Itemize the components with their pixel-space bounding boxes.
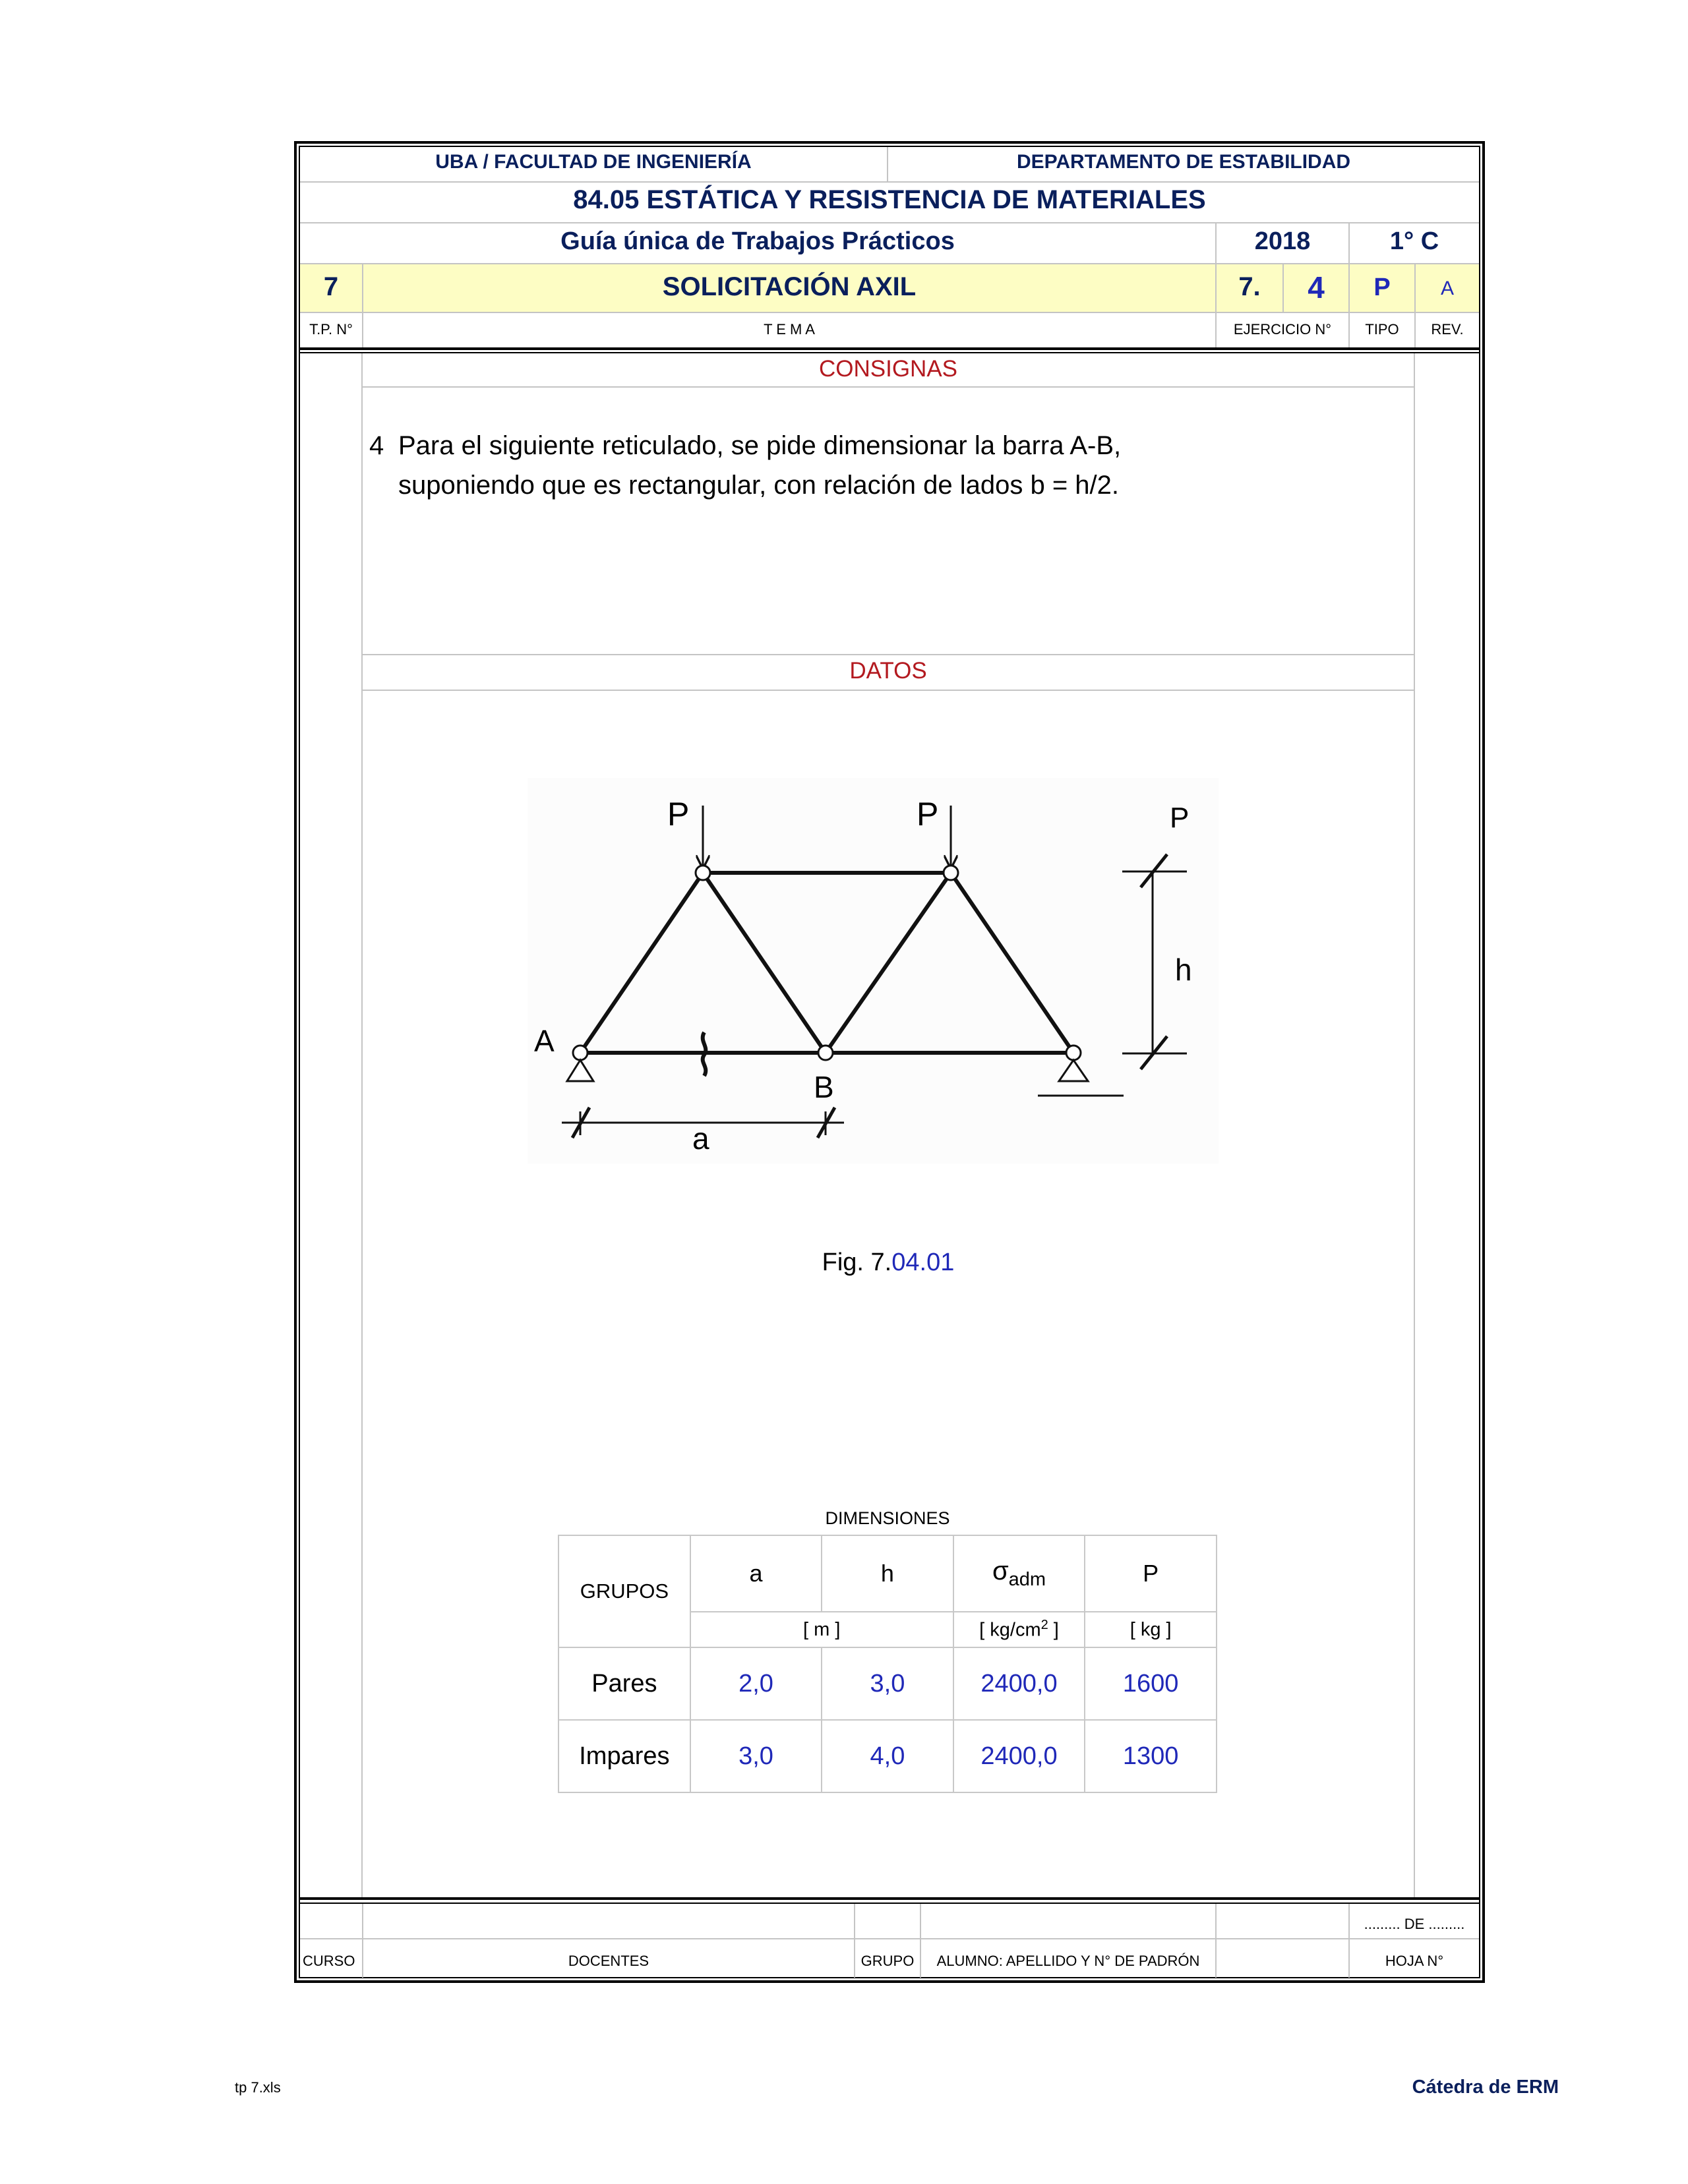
label-rev: REV. <box>1431 321 1464 338</box>
term: 1° C <box>1389 227 1439 255</box>
dimensiones-table <box>558 1535 1217 1793</box>
label-hoja: HOJA N° <box>1385 1953 1444 1969</box>
row-h: 4,0 <box>822 1720 953 1792</box>
table-row <box>558 1647 1217 1720</box>
label-ejercicio: EJERCICIO N° <box>1233 321 1332 338</box>
col-h: h <box>822 1535 953 1612</box>
label-node-a: A <box>534 1024 555 1058</box>
consignas-title: CONSIGNAS <box>818 356 958 382</box>
statement-line-1: Para el siguiente reticulado, se pide dimensionar la barra A-B, <box>398 431 1122 460</box>
node-top-left <box>696 866 710 880</box>
exercise-prefix: 7. <box>1238 272 1261 301</box>
label-grupo: GRUPO <box>860 1953 915 1969</box>
label-h: h <box>1175 953 1192 987</box>
footer-block <box>300 1904 1479 1978</box>
file-name: tp 7.xls <box>235 2079 281 2096</box>
row-a: 3,0 <box>690 1720 822 1792</box>
unit-kgcm: [ $kg/cm^2$ ] <box>953 1612 1085 1647</box>
node-b <box>818 1046 833 1060</box>
department-label: DEPARTAMENTO DE ESTABILIDAD <box>1016 151 1351 173</box>
row-h: 3,0 <box>822 1647 953 1720</box>
row-sigma: 2400,0 <box>953 1647 1085 1720</box>
topic-title: SOLICITACIÓN AXIL <box>662 272 917 301</box>
tp-number: 7 <box>323 272 339 301</box>
unit-m: [ m ] <box>690 1612 953 1647</box>
year: 2018 <box>1254 227 1311 255</box>
table-row <box>558 1720 1217 1792</box>
exercise-type: P <box>1373 274 1391 301</box>
col-p: P <box>1085 1535 1217 1612</box>
row-a: 2,0 <box>690 1647 822 1720</box>
node-right <box>1066 1046 1081 1060</box>
label-tema: T E M A <box>764 321 815 338</box>
guide-title: Guía única de Trabajos Prácticos <box>560 227 955 255</box>
caption-prefix: Fig. 7. <box>822 1249 892 1276</box>
row-p: 1300 <box>1085 1720 1217 1792</box>
university-label: UBA / FACULTAD DE INGENIERÍA <box>435 151 752 173</box>
exercise-number: 4 <box>1308 270 1325 305</box>
row-grupo: Impares <box>558 1720 690 1792</box>
page-of-field[interactable]: ......... DE ......... <box>1364 1916 1465 1932</box>
row-p: 1600 <box>1085 1647 1217 1720</box>
catedra-label: Cátedra de ERM <box>1412 2077 1559 2098</box>
label-tp: T.P. N° <box>309 321 353 338</box>
label-node-b: B <box>814 1070 834 1104</box>
col-a: a <box>690 1535 822 1612</box>
figure-caption <box>363 1249 1414 1277</box>
statement-number: 4 <box>369 431 384 460</box>
revision: A <box>1440 278 1454 299</box>
node-a <box>573 1046 588 1060</box>
row-grupo: Pares <box>558 1647 690 1720</box>
label-curso: CURSO <box>303 1953 355 1969</box>
course-title: 84.05 ESTÁTICA Y RESISTENCIA DE MATERIALES <box>573 185 1206 214</box>
node-top-right <box>944 866 958 880</box>
statement-line-2: suponiendo que es rectangular, con relación de lados b = h/2. <box>398 471 1120 500</box>
label-docentes: DOCENTES <box>568 1953 649 1969</box>
col-sigma: $\sigma_{adm}$ <box>953 1535 1085 1612</box>
row-sigma: 2400,0 <box>953 1720 1085 1792</box>
dimensiones-title: DIMENSIONES <box>825 1508 950 1528</box>
label-p-2: P <box>917 796 939 833</box>
label-dim-a: a <box>692 1121 709 1156</box>
label-p-1: P <box>667 796 690 833</box>
caption-number: 04.01 <box>891 1249 955 1276</box>
unit-kg: [ kg ] <box>1085 1612 1217 1647</box>
label-tipo: TIPO <box>1365 321 1399 338</box>
label-alumno: ALUMNO: APELLIDO Y N° DE PADRÓN <box>936 1953 1200 1969</box>
col-grupos: GRUPOS <box>558 1535 690 1647</box>
datos-title: DATOS <box>849 658 927 684</box>
label-p-3: P <box>1170 802 1190 834</box>
